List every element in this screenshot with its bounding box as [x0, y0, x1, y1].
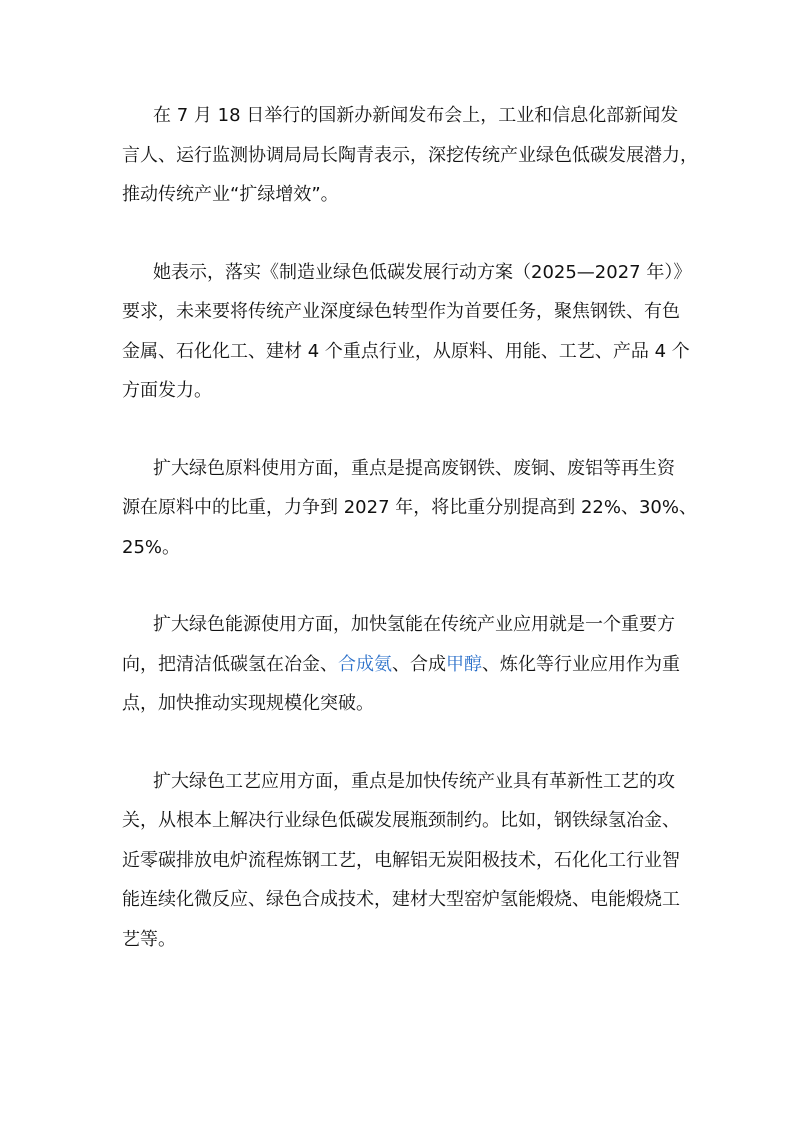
text-line: 关，从根本上解决行业绿色低碳发展瓶颈制约。比如，钢铁绿氢冶金、 [122, 810, 680, 831]
text-line: 扩大绿色能源使用方面，加快氢能在传统产业应用就是一个重要方 [153, 614, 675, 635]
link-synthetic-ammonia[interactable]: 合成氨 [338, 653, 392, 675]
text-line: 她表示，落实《制造业绿色低碳发展行动方案（2025—2027 年）》 [153, 261, 692, 283]
text-line: 金属、石化化工、建材 4 个重点行业，从原料、用能、工艺、产品 4 个 [122, 340, 690, 362]
paragraph-action-plan [122, 253, 692, 411]
text-line: 近零碳排放电炉流程炼钢工艺，电解铝无炭阳极技术，石化化工行业智 [122, 849, 680, 871]
text-line-with-links [122, 645, 680, 685]
text-line: 源在原料中的比重，力争到 2027 年，将比重分别提高到 22%、30%、 [122, 497, 697, 518]
text-line: 扩大绿色原料使用方面，重点是提高废钢铁、废铜、废铝等再生资 [153, 457, 675, 479]
text-line: 能连续化微反应、绿色合成技术，建材大型窑炉氢能煅烧、电能煅烧工 [122, 889, 680, 910]
document-body [122, 96, 698, 997]
paragraph-green-energy [122, 605, 680, 724]
text-line: 要求，未来要将传统产业深度绿色转型作为首要任务，聚焦钢铁、有色 [122, 301, 680, 322]
text-line: 艺等。 [122, 928, 176, 950]
text-line: 25%。 [122, 536, 181, 558]
text-line: 扩大绿色工艺应用方面，重点是加快传统产业具有革新性工艺的攻 [153, 770, 675, 792]
link-methanol[interactable]: 甲醇 [446, 653, 482, 675]
text-line: 推动传统产业“扩绿增效”。 [122, 184, 339, 205]
text-segment: 向，把清洁低碳氢在冶金、 [122, 653, 338, 675]
paragraph-green-process [122, 762, 680, 960]
text-segment: 、合成 [392, 653, 446, 675]
paragraph-green-materials [122, 449, 697, 568]
text-line: 点，加快推动实现规模化突破。 [122, 693, 374, 714]
text-line: 言人、运行监测协调局局长陶青表示，深挖传统产业绿色低碳发展潜力， [122, 144, 698, 166]
text-line: 方面发力。 [122, 380, 212, 401]
paragraph-press-conference [122, 96, 698, 215]
text-line: 在 7 月 18 日举行的国新办新闻发布会上，工业和信息化部新闻发 [153, 105, 679, 126]
text-segment: 、炼化等行业应用作为重 [482, 653, 680, 675]
